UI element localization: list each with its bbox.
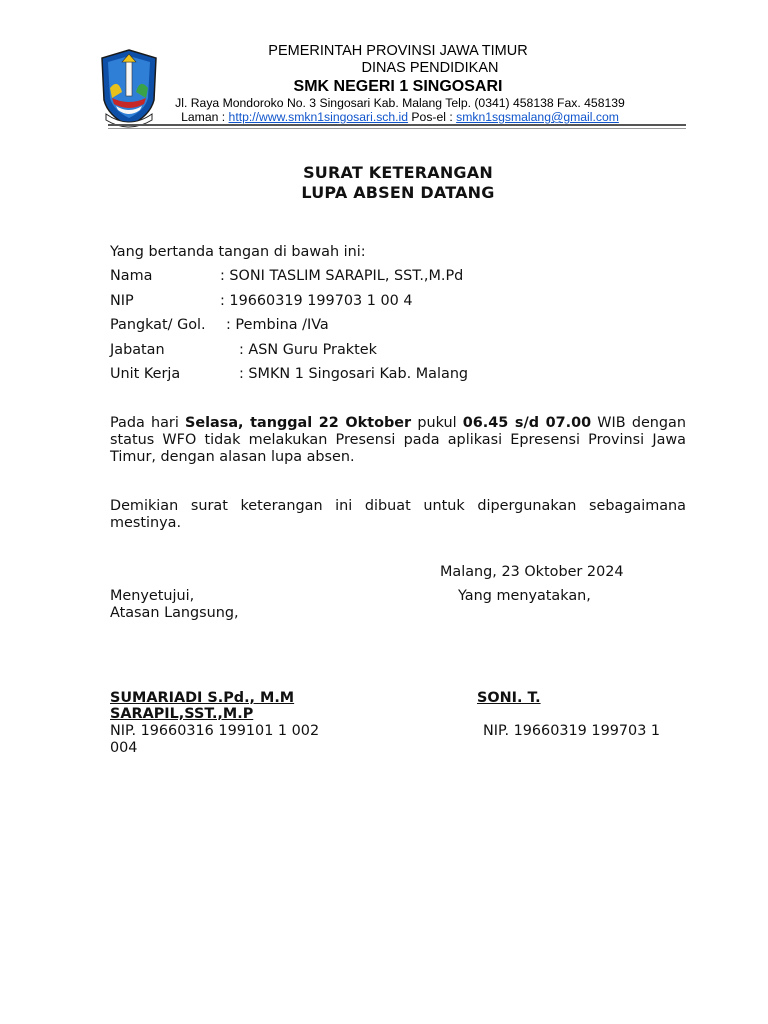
letterhead-divider [108, 124, 686, 126]
place-date: Malang, 23 Oktober 2024 [440, 564, 624, 580]
email-link[interactable]: smkn1sgsmalang@gmail.com [456, 110, 619, 124]
right-sign-statement: Yang menyatakan, [458, 588, 591, 604]
right-sign-nip-part2: 004 [110, 740, 138, 756]
east-java-coat-of-arms-logo [98, 48, 160, 128]
right-sign-name-part2: SARAPIL,SST.,M.P [110, 706, 254, 722]
field-nama-value: : SONI TASLIM SARAPIL, SST.,M.Pd [220, 268, 464, 284]
letterhead-address: Jl. Raya Mondoroko No. 3 Singosari Kab. Malang Telp. (0341) 458138 Fax. 458139 [175, 96, 625, 110]
letterhead-divider-thin [108, 128, 686, 129]
intro-text: Yang bertanda tangan di bawah ini: [110, 244, 366, 260]
letter-subtitle: LUPA ABSEN DATANG [301, 183, 495, 202]
field-pangkat [110, 317, 329, 333]
web-label: Laman : [181, 110, 229, 124]
website-link[interactable]: http://www.smkn1singosari.sch.id [228, 110, 409, 124]
field-nama [110, 268, 463, 284]
field-jabatan-label: Jabatan [110, 342, 165, 358]
statement-text-2: pukul [411, 415, 463, 431]
statement-date-bold: Selasa, tanggal 22 Oktober [185, 415, 412, 431]
field-nip-value: : 19660319 199703 1 00 4 [220, 293, 413, 309]
letter-title: SURAT KETERANGAN [303, 163, 493, 182]
left-sign-name: SUMARIADI S.Pd., M.M [110, 690, 295, 706]
field-unit-value: : SMKN 1 Singosari Kab. Malang [239, 366, 469, 382]
field-nip-label: NIP [110, 293, 134, 309]
field-pangkat-label: Pangkat/ Gol. [110, 317, 206, 333]
field-unit-kerja [110, 366, 468, 382]
letterhead-school-name: SMK NEGERI 1 SINGOSARI [293, 78, 503, 95]
field-nip [110, 293, 413, 309]
closing-paragraph: Demikian surat keterangan ini dibuat untuk dipergunakan sebagaimana mestinya. [110, 498, 686, 531]
statement-time-bold: 06.45 s/d 07.00 [462, 415, 592, 431]
letterhead-contact [160, 110, 640, 124]
field-unit-label: Unit Kerja [110, 366, 181, 382]
statement-text-3: WIB dengan status WFO tidak melakukan Presensi pada aplikasi Epresensi Provinsi Jawa Timur, dengan alasan lupa absen. [110, 415, 686, 465]
letterhead-government: PEMERINTAH PROVINSI JAWA TIMUR [268, 43, 528, 59]
right-sign-nip-part1: NIP. 19660319 199703 1 [483, 723, 661, 739]
field-jabatan-value: : ASN Guru Praktek [239, 342, 377, 358]
field-jabatan [110, 342, 377, 358]
left-sign-approval: Menyetujui, [110, 588, 195, 604]
right-sign-name-part1: SONI. T. [477, 690, 541, 706]
field-nama-label: Nama [110, 268, 153, 284]
statement-paragraph [110, 415, 686, 466]
statement-text-1: Pada hari [110, 415, 185, 431]
left-sign-nip: NIP. 19660316 199101 1 002 [110, 723, 320, 739]
letterhead-department: DINAS PENDIDIKAN [361, 60, 499, 76]
field-pangkat-value: : Pembina /IVa [226, 317, 329, 333]
email-label: Pos-el : [408, 110, 457, 124]
left-sign-role: Atasan Langsung, [110, 605, 239, 621]
